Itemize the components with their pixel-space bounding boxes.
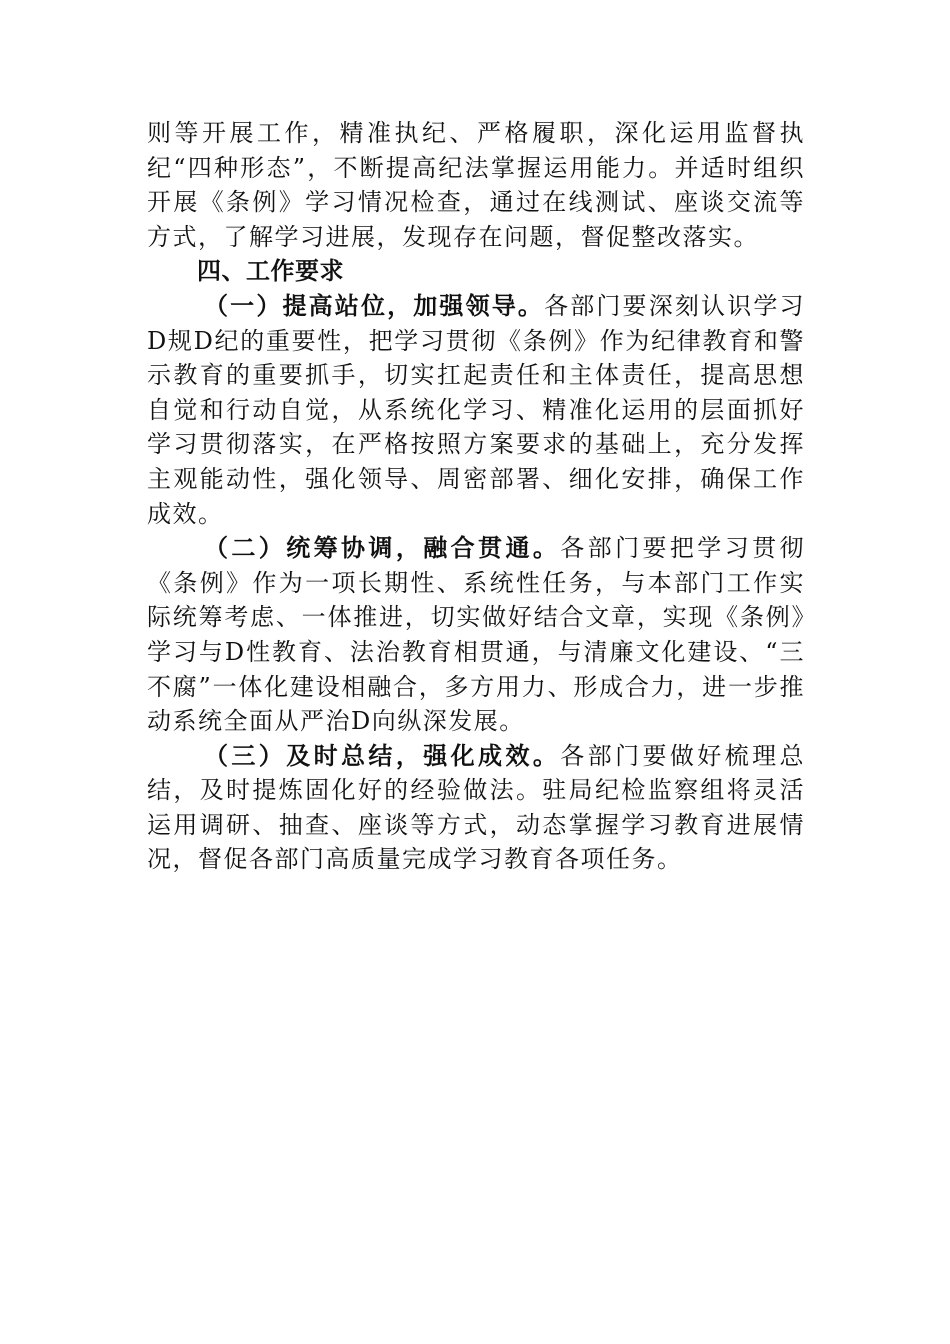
item-3-body: 各部门要做好梳理总结，及时提炼固化好的经验做法。驻局纪检监察组将灵活运用调研、抽查、座谈等方式，动态掌握学习教育进展情况，督促各部门高质量完成学习教育各项任务。 <box>147 741 806 874</box>
item-1-body: 各部门要深刻认识学习D规D纪的重要性，把学习贯彻《条例》作为纪律教育和警示教育的重要抓手，切实扛起责任和主体责任，提高思想自觉和行动自觉，从系统化学习、精准化运用的层面抓好学习贯彻落实，在严格按照方案要求的基础上，充分发挥主观能动性，强化领导、周密部署、细化安排，确保工作成效。 <box>147 291 806 528</box>
item-1-lead: （一）提高站位，加强领导。 <box>204 290 545 320</box>
document-body <box>147 116 805 877</box>
item-2-body: 各部门要把学习贯彻《条例》作为一项长期性、系统性任务，与本部门工作实际统筹考虑、一体推进，切实做好结合文章，实现《条例》学习与D性教育、法治教育相贯通，与清廉文化建设、“三不腐”一体化建设相融合，多方用力、形成合力，进一步推动系统全面从严治D向纵深发展。 <box>147 534 806 736</box>
paragraph-item-3 <box>147 739 805 877</box>
paragraph-item-1 <box>147 289 805 531</box>
item-3-lead: （三）及时总结，强化成效。 <box>204 740 561 770</box>
section-heading: 四、工作要求 <box>197 256 344 286</box>
paragraph-item-2 <box>147 531 805 739</box>
paragraph-continued: 则等开展工作，精准执纪、严格履职，深化运用监督执纪“四种形态”，不断提高纪法掌握运用能力。并适时组织开展《条例》学习情况检查，通过在线测试、座谈交流等方式，了解学习进展，发现存在问题，督促整改落实。 <box>147 119 805 251</box>
item-2-lead: （二）统筹协调，融合贯通。 <box>204 533 561 563</box>
